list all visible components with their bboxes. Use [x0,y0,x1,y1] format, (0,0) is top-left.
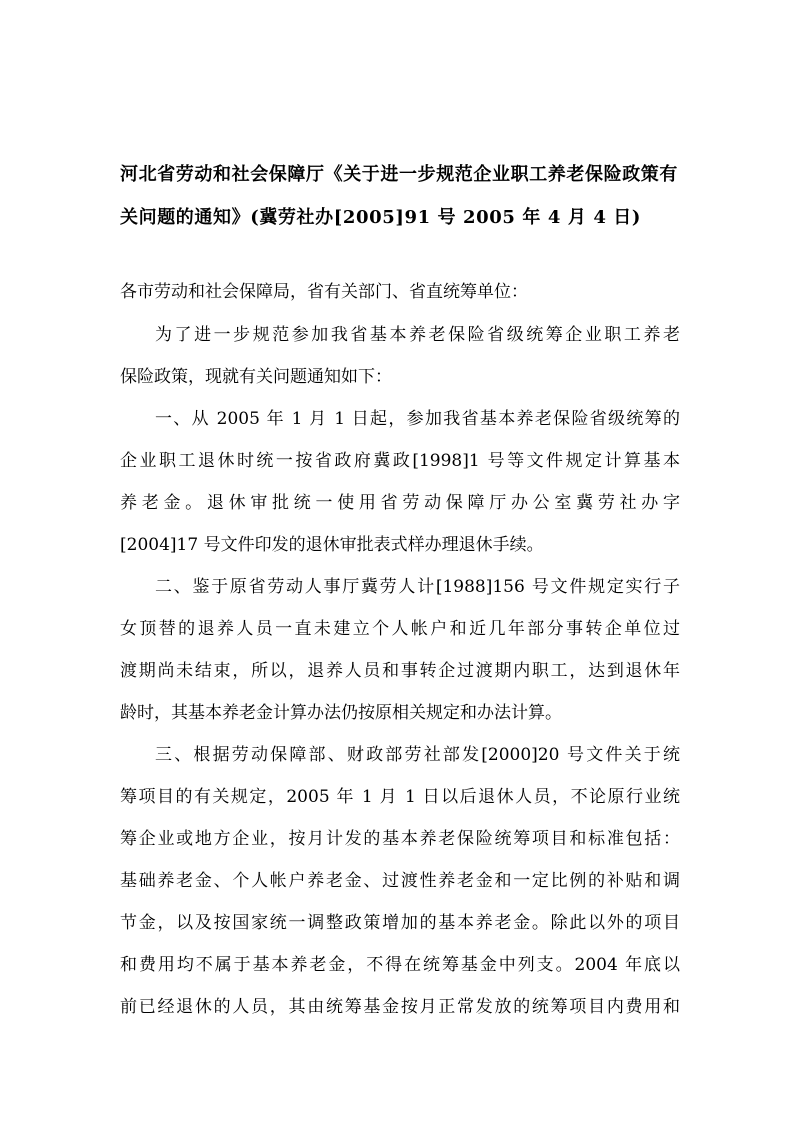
body-line: 基础养老金、个人帐户养老金、过渡性养老金和一定比例的补贴和调 [120,871,680,891]
body-line: 养老金。退休审批统一使用省劳动保障厅办公室冀劳社办字 [120,493,680,513]
body-line: 二、鉴于原省劳动人事厅冀劳人计[1988]156 号文件规定实行子 [155,577,680,597]
body-line: 保险政策，现就有关问题通知如下： [120,367,392,387]
document-title-line-2: 关问题的通知》(冀劳社办[2005]91 号 2005 年 4 月 4 日) [120,207,642,228]
body-line: 和费用均不属于基本养老金，不得在统筹基金中列支。2004 年底以 [120,955,680,975]
body-line: [2004]17 号文件印发的退休审批表式样办理退休手续。 [120,535,544,555]
body-line: 企业职工退休时统一按省政府冀政[1998]1 号等文件规定计算基本 [120,451,680,471]
body-line: 筹企业或地方企业，按月计发的基本养老保险统筹项目和标准包括： [120,829,680,849]
body-line: 筹项目的有关规定，2005 年 1 月 1 日以后退休人员，不论原行业统 [120,787,680,807]
body-line: 一、从 2005 年 1 月 1 日起，参加我省基本养老保险省级统筹的 [155,409,680,429]
body-line: 节金，以及按国家统一调整政策增加的基本养老金。除此以外的项目 [120,913,680,933]
body-line: 渡期尚未结束，所以，退养人员和事转企过渡期内职工，达到退休年 [120,661,680,681]
salutation: 各市劳动和社会保障局，省有关部门、省直统筹单位： [120,282,528,302]
body-line: 龄时，其基本养老金计算办法仍按原相关规定和办法计算。 [120,703,562,723]
document-title-line-1: 河北省劳动和社会保障厅《关于进一步规范企业职工养老保险政策有 [120,164,678,185]
body-line: 为了进一步规范参加我省基本养老保险省级统筹企业职工养老 [155,325,680,345]
body-line: 三、根据劳动保障部、财政部劳社部发[2000]20 号文件关于统 [155,745,680,765]
body-line: 前已经退休的人员，其由统筹基金按月正常发放的统筹项目内费用和 [120,997,680,1017]
body-line: 女顶替的退养人员一直未建立个人帐户和近几年部分事转企单位过 [120,619,680,639]
